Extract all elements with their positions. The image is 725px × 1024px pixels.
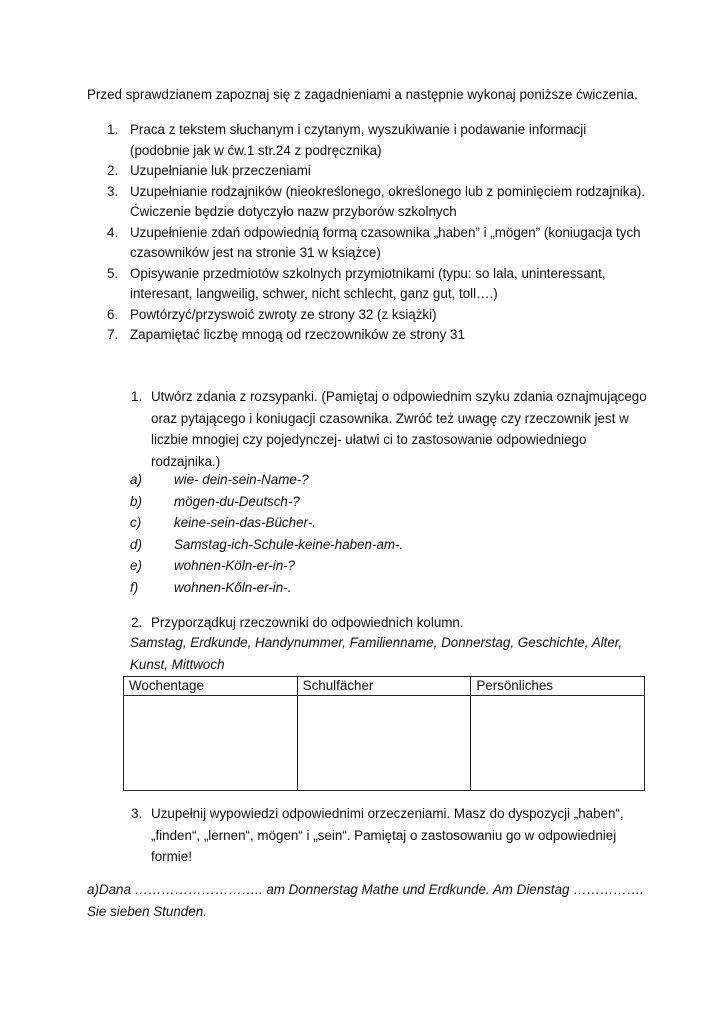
item-text: Uzupełnianie luk przeczeniami xyxy=(130,163,311,178)
item-text: wohnen-Kőln-er-in-. xyxy=(174,579,292,595)
item-text: Praca z tekstem słuchanym i czytanym, wyszukiwanie i podawanie informacji (podobnie jak w ćw.1 str.24 z podręcznika) xyxy=(130,122,587,158)
item-letter: b) xyxy=(130,493,142,509)
exercise-1-instruction xyxy=(87,386,647,472)
list-item xyxy=(87,182,647,223)
item-number: 7. xyxy=(107,327,119,342)
list-item xyxy=(87,305,647,326)
list-item xyxy=(87,223,647,264)
word-bank: Samstag, Erdkunde, Handynummer, Familienname, Donnerstag, Geschichte, Alter, Kunst, Mittwoch xyxy=(130,635,623,672)
answer-cell[interactable] xyxy=(471,696,645,791)
gap-fill-sentence: a)Dana ……………………….. am Donnerstag Mathe und Erdkunde. Am Dienstag ……………. Sie sieben Stunden. xyxy=(87,882,644,919)
item-text: wohnen-Köln-er-in-? xyxy=(174,558,296,574)
item-letter: d) xyxy=(130,536,142,552)
exercise-number: 3. xyxy=(131,806,143,821)
list-item xyxy=(87,161,647,182)
sorting-table xyxy=(123,676,645,791)
instruction-text: Uzupełnij wypowiedzi odpowiednimi orzeczeniami. Masz do dyspozycji „haben“, „finden“, „lernen“, mögen“ i „sein“. Pamiętaj o zastosowaniu go w odpowiedniej formie! xyxy=(151,806,624,864)
table-header-row xyxy=(124,677,645,696)
item-text: Zapamiętać liczbę mnogą od rzeczowników ze strony 31 xyxy=(130,327,465,342)
exercise-1 xyxy=(87,386,647,472)
item-text: Powtórzyć/przyswoić zwroty ze strony 32 (z książki) xyxy=(130,306,437,322)
topics-list xyxy=(87,120,647,346)
exercise-3 xyxy=(87,803,647,868)
item-number: 5. xyxy=(107,265,119,281)
exercise-2-instruction xyxy=(87,612,647,634)
item-text: Uzupełnienie zdań odpowiednią formą czasownika „haben” i „mögen” (koniugacja tych czasowników jest na stronie 31 w książce) xyxy=(130,224,641,260)
item-text: mögen-du-Deutsch-? xyxy=(174,493,300,509)
instruction-text: Przyporządkuj rzeczowniki do odpowiednich kolumn. xyxy=(151,615,464,630)
answer-cell[interactable] xyxy=(297,696,471,791)
item-letter: c) xyxy=(130,515,142,531)
list-item xyxy=(87,264,647,305)
instruction-text: Utwórz zdania z rozsypanki. (Pamiętaj o odpowiednim szyku zdania oznajmującego oraz pytającego i koniugacji czasownika. Zwróć też uwagę czy rzeczownik jest w liczbie mnogiej czy pojedynczej- ułatwi ci to zastosowanie odpowiedniego rodzajnika.) xyxy=(151,389,647,469)
exercise-2 xyxy=(87,612,647,634)
list-item xyxy=(87,325,647,346)
item-number: 4. xyxy=(107,224,119,240)
list-item xyxy=(87,120,647,161)
item-letter: f) xyxy=(130,579,139,595)
exercise-number: 1. xyxy=(131,389,143,404)
exercise-3-instruction xyxy=(87,803,647,868)
item-number: 6. xyxy=(107,306,119,322)
item-text: Uzupełnianie rodzajników (nieokreślonego, określonego lub z pominięciem rodzajnika). Ćwiczenie będzie dotyczyło nazw przyborów szkolnych xyxy=(130,183,646,219)
item-text: Samstag-ich-Schule-keine-haben-am-. xyxy=(174,536,404,552)
item-number: 2. xyxy=(107,163,119,178)
column-header: Persönliches xyxy=(471,677,645,696)
exercise-number: 2. xyxy=(131,615,143,630)
item-text: Opisywanie przedmiotów szkolnych przymiotnikami (typu: so lala, uninteressant, interesant, langweilig, schwer, nicht schlecht, ganz gut, toll….) xyxy=(130,265,606,301)
item-number: 1. xyxy=(107,122,119,137)
item-text: keine-sein-das-Bücher-. xyxy=(174,515,316,531)
intro-text: Przed sprawdzianem zapoznaj się z zagadnieniami a następnie wykonaj poniższe ćwiczenia. xyxy=(87,87,638,102)
table-row xyxy=(124,696,645,791)
item-text: wie- dein-sein-Name-? xyxy=(174,472,309,487)
item-letter: e) xyxy=(130,558,142,574)
column-header: Wochentage xyxy=(124,677,298,696)
item-letter: a) xyxy=(130,472,142,487)
column-header: Schulfächer xyxy=(297,677,471,696)
item-number: 3. xyxy=(107,183,119,199)
answer-cell[interactable] xyxy=(124,696,298,791)
